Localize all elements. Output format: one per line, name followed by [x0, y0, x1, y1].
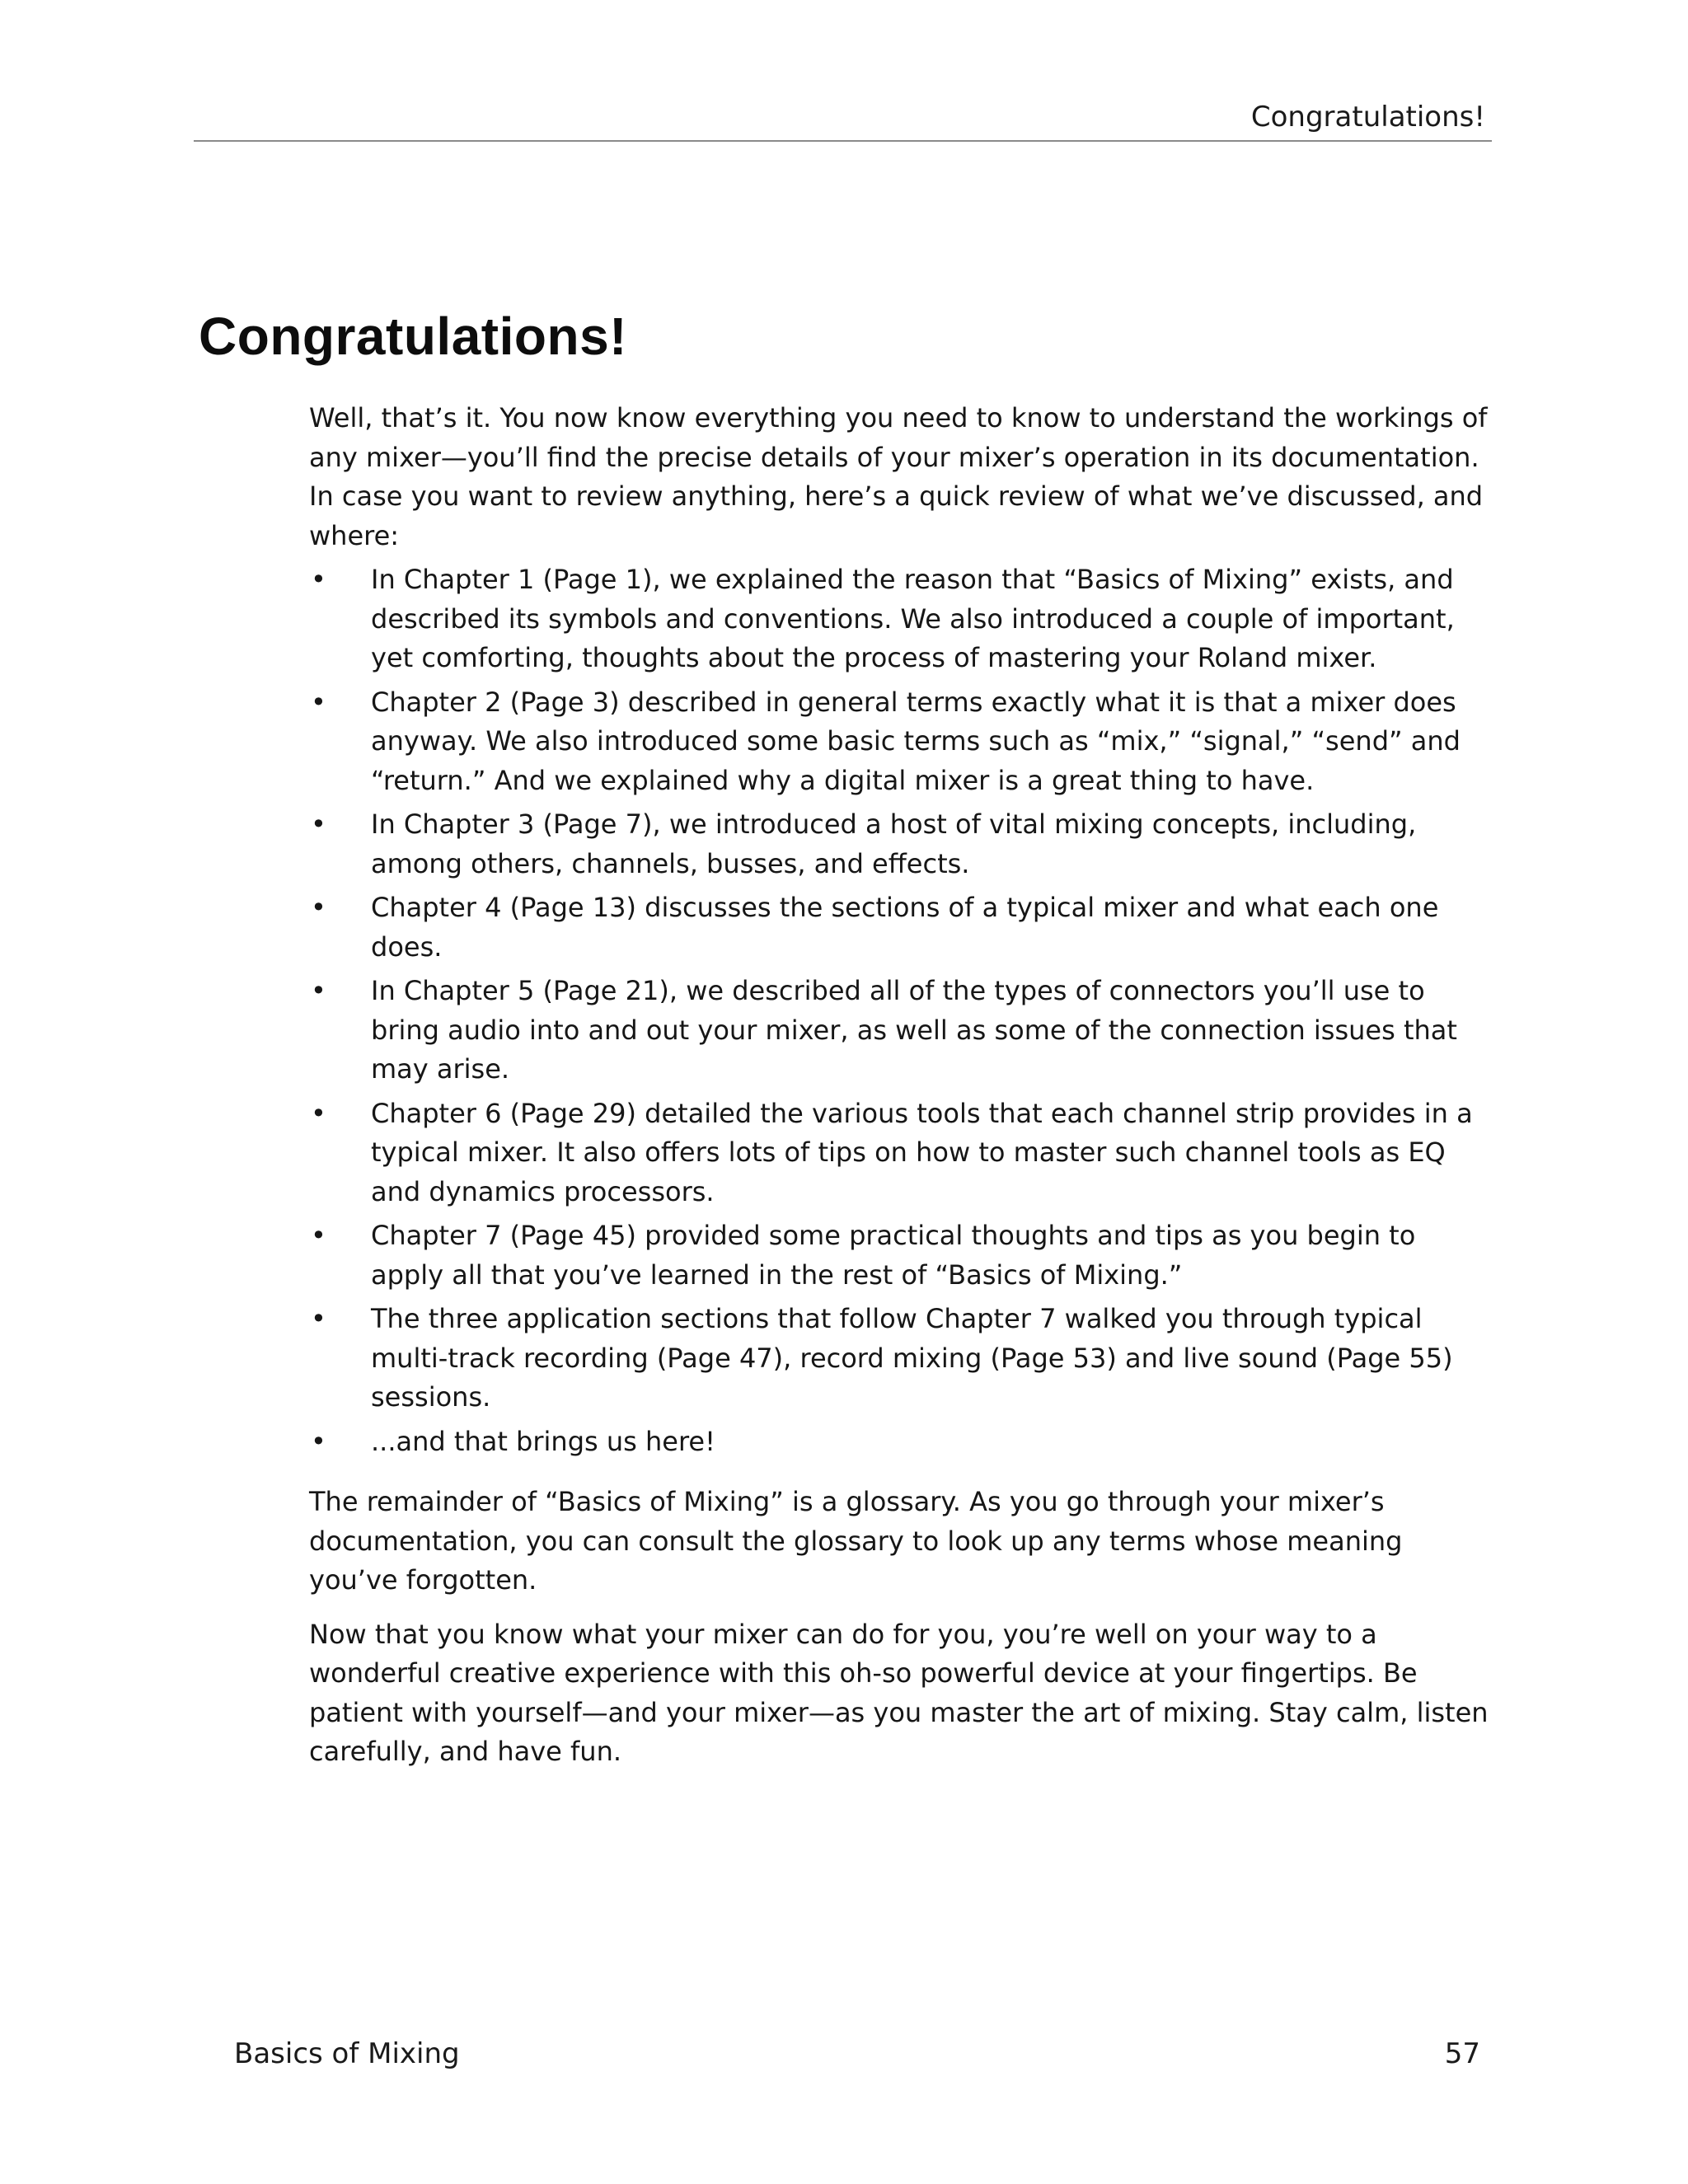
- list-item: [309, 888, 1496, 967]
- bullet-icon: •: [311, 1303, 326, 1334]
- list-item-text: Chapter 2 (Page 3) described in general terms exactly what it is that a mixer does anyway. We also introduced some basic terms such as “mix,” “signal,” “send” and “return.” And we explained why a digital mixer is a great thing to have.: [371, 686, 1461, 796]
- list-item-text: ...and that brings us here!: [371, 1425, 715, 1457]
- bullet-icon: •: [311, 892, 326, 923]
- closing-paragraph: Now that you know what your mixer can do for you, you’re well on your way to a wonderful creative experience with this oh-so powerful device at your fingertips. Be patient with yourself—and your mixer—as you master the art of mixing. Stay calm, listen carefully, and have fun.: [309, 1618, 1489, 1767]
- running-header-title: Congratulations!: [1250, 101, 1485, 134]
- running-header: [194, 97, 1492, 142]
- bullet-icon: •: [311, 808, 326, 840]
- list-item-text: Chapter 7 (Page 45) provided some practical thoughts and tips as you begin to apply all that you’ve learned in the rest of “Basics of Mixing.”: [371, 1220, 1416, 1291]
- list-item: [309, 972, 1496, 1090]
- list-item-text: The three application sections that follow Chapter 7 walked you through typical multi-track recording (Page 47), record mixing (Page 53) and live sound (Page 55) sessions.: [371, 1303, 1453, 1413]
- list-item-text: In Chapter 1 (Page 1), we explained the reason that “Basics of Mixing” exists, and described its symbols and conventions. We also introduced a couple of important, yet comforting, thoughts about the process of mastering your Roland mixer.: [371, 564, 1455, 673]
- bullet-icon: •: [311, 1220, 326, 1251]
- glossary-paragraph: The remainder of “Basics of Mixing” is a glossary. As you go through your mixer’s documentation, you can consult the glossary to look up any terms whose meaning you’ve forgotten.: [309, 1486, 1403, 1596]
- list-item: [309, 1094, 1496, 1212]
- page-title: Congratulations!: [199, 307, 627, 366]
- list-item: [309, 1216, 1496, 1295]
- list-item-text: In Chapter 3 (Page 7), we introduced a host of vital mixing concepts, including, among others, channels, busses, and effects.: [371, 808, 1417, 879]
- list-item: [309, 1300, 1496, 1418]
- list-item: [309, 805, 1496, 883]
- list-item-text: In Chapter 5 (Page 21), we described all of the types of connectors you’ll use to bring audio into and out your mixer, as well as some of the connection issues that may arise.: [371, 975, 1457, 1085]
- list-item: [309, 1422, 1496, 1462]
- chapter-review-list: [309, 560, 1496, 1461]
- list-item: [309, 683, 1496, 801]
- list-item: [309, 560, 1496, 678]
- bullet-icon: •: [311, 564, 326, 595]
- bullet-icon: •: [311, 1425, 326, 1457]
- list-item-text: Chapter 6 (Page 29) detailed the various tools that each channel strip provides in a typical mixer. It also offers lots of tips on how to master such channel tools as EQ and dynamics processors.: [371, 1097, 1473, 1207]
- bullet-icon: •: [311, 975, 326, 1006]
- footer-book-title: Basics of Mixing: [234, 2037, 460, 2070]
- footer-page-number: 57: [1444, 2037, 1480, 2070]
- bullet-icon: •: [311, 1097, 326, 1129]
- intro-paragraph: Well, that’s it. You now know everything you need to know to understand the workings of any mixer—you’ll find the precise details of your mixer’s operation in its documentation. In case you want to review anything, here’s a quick review of what we’ve discussed, and where:: [309, 402, 1488, 551]
- bullet-icon: •: [311, 686, 326, 718]
- list-item-text: Chapter 4 (Page 13) discusses the sections of a typical mixer and what each one does.: [371, 892, 1439, 963]
- body-content: [309, 399, 1496, 1772]
